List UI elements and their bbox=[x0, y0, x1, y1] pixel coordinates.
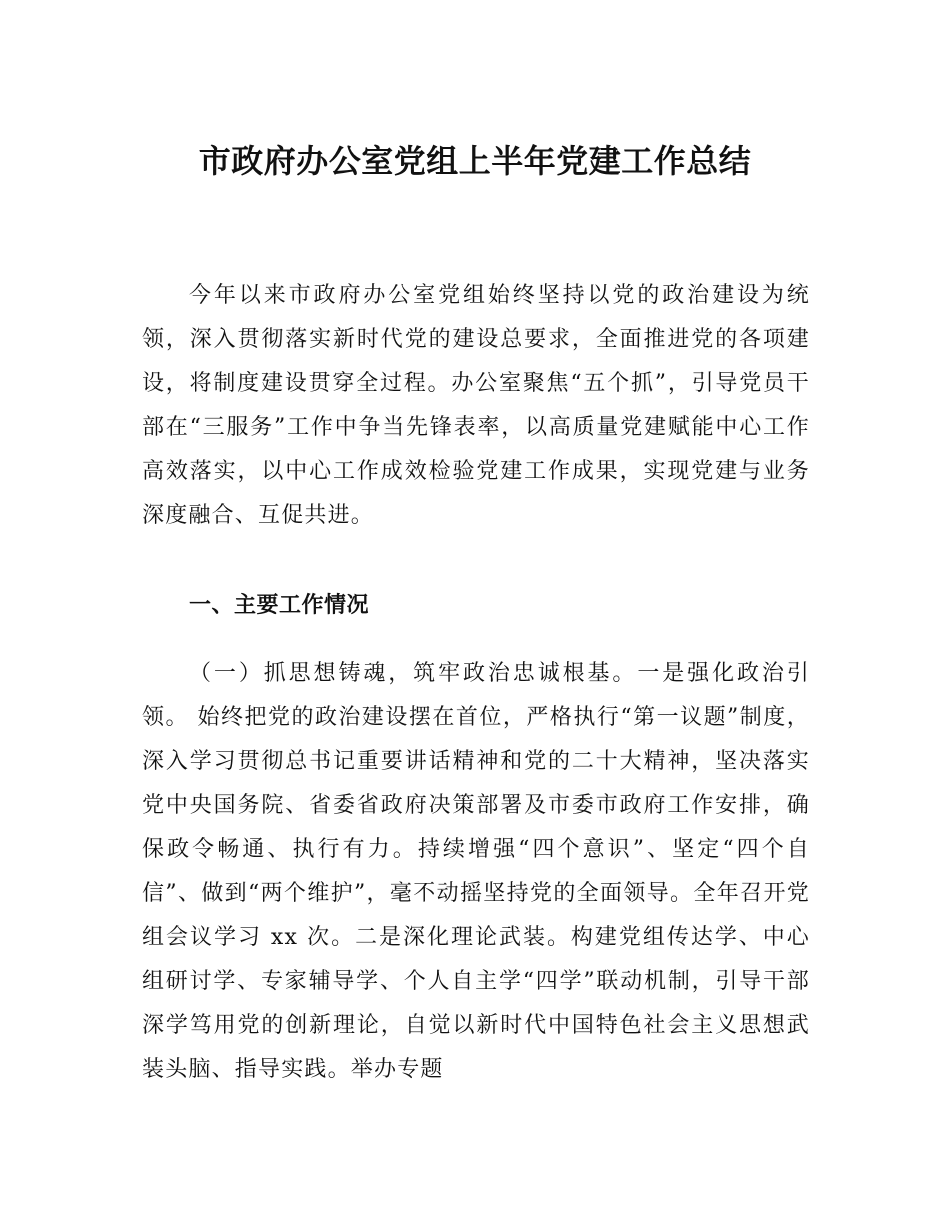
intro-paragraph: 今年以来市政府办公室党组始终坚持以党的政治建设为统领，深入贯彻落实新时代党的建设总要求，全面推进党的各项建设，将制度建设贯穿全过程。办公室聚焦“五个抓”，引导党员干部在“三服务”工作中争当先锋表率，以高质量党建赋能中心工作高效落实，以中心工作成效检验党建工作成果，实现党建与业务深度融合、互促共进。 bbox=[142, 283, 810, 528]
section-heading: 一、主要工作情况 bbox=[189, 593, 370, 619]
document-title: 市政府办公室党组上半年党建工作总结 bbox=[198, 142, 752, 181]
section-paragraph: （一）抓思想铸魂，筑牢政治忠诚根基。一是强化政治引领。 始终把党的政治建设摆在首位，严格执行“第一议题”制度，深入学习贯彻总书记重要讲话精神和党的二十大精神，坚决落实党中央国务院、省委省政府决策部署及市委市政府工作安排，确保政令畅通、执行有力。持续增强“四个意识”、坚定“四个自信”、做到“两个维护”，毫不动摇坚持党的全面领导。全年召开党组会议学习 xx 次。二是深化理论武装。构建党组传达学、中心组研讨学、专家辅导学、个人自主学“四学”联动机制，引导干部深学笃用党的创新理论，自觉以新时代中国特色社会主义思想武装头脑、指导实践。举办专题 bbox=[142, 661, 810, 1082]
